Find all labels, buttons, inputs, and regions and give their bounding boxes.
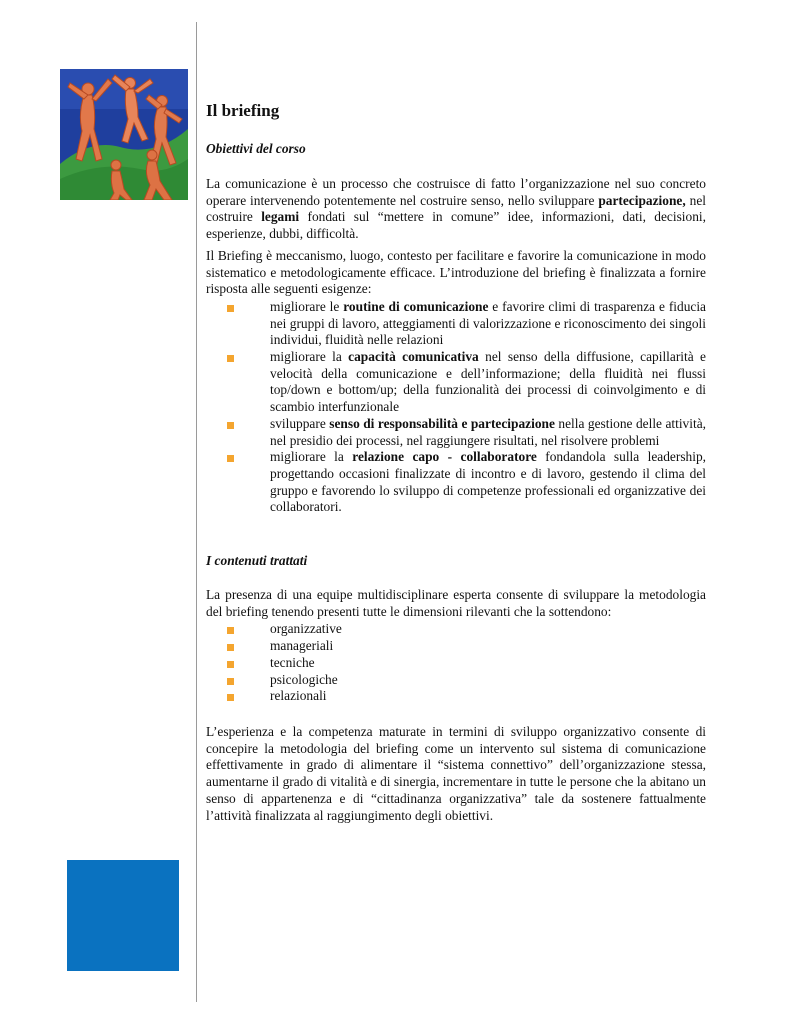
- bold-text: partecipazione,: [598, 192, 686, 208]
- text-run: La comunicazione è un processo che costruisce di fatto l’organizzazione nel suo concreto operare intervenendo potentemente nel costruire senso, nello sviluppare: [206, 176, 706, 208]
- text-run: sviluppare: [270, 415, 330, 431]
- bold-text: routine di comunicazione: [343, 298, 489, 314]
- bold-text: relazione capo - collaboratore: [352, 449, 537, 465]
- section-heading-contenuti: I contenuti trattati: [206, 553, 308, 569]
- objective-item: [206, 449, 706, 516]
- orange-square-bullet-icon: [227, 644, 234, 651]
- blue-accent-block: [67, 860, 179, 971]
- orange-square-bullet-icon: [227, 305, 234, 312]
- orange-square-bullet-icon: [227, 694, 234, 701]
- bold-text: legami: [261, 209, 300, 225]
- objectives-list: [206, 299, 706, 516]
- intro-paragraph: [206, 176, 706, 243]
- objective-item: [206, 416, 706, 449]
- text-run: nella gestione delle attività, nel presidio dei processi, nel raggiungere risultati, nel risolvere problemi: [270, 415, 706, 448]
- text-run: nel costruire: [206, 192, 706, 225]
- dimension-label: manageriali: [270, 638, 334, 654]
- vertical-rule: [196, 22, 197, 1002]
- contents-paragraph: La presenza di una equipe multidisciplinare esperta consente di sviluppare la metodologia del briefing tenendo presenti tutte le dimensioni rilevanti che la sottendono:: [206, 587, 706, 619]
- closing-paragraph: L’esperienza e la competenza maturate in termini di sviluppo organizzativo consente di concepire la metodologia del briefing come un intervento sul sistema di comunicazione effettivamente in grado di alimentare il “sistema connettivo” dell’organizzazione stessa, aumentarne il grado di vitalità e di sinergia, incrementare in tutte le persone che la abitano un senso di appartenenza e di “cittadinanza organizzativa” tale da sostenere fattualmente l’attività finalizzata al raggiungimento degli obiettivi.: [206, 723, 706, 823]
- dimension-item: [206, 688, 706, 705]
- dimension-label: organizzative: [270, 621, 342, 637]
- objective-item: [206, 349, 706, 416]
- dimensions-list: [206, 621, 706, 705]
- dimension-item: [206, 655, 706, 672]
- text-run: e favorire climi di trasparenza e fiducia nei gruppi di lavoro, atteggiamenti di valorizzazione e riconoscimento dei singoli individui, fluidità nelle relazioni: [270, 298, 706, 348]
- text-run: migliorare la: [270, 449, 353, 465]
- text-run: migliorare la: [270, 349, 349, 365]
- document-body: [206, 100, 706, 824]
- text-run: nel senso della diffusione, capillarità e velocità della comunicazione e dell’informazione; della fluidità nei flussi top/down e bottom/up; della funzionalità dei processi di coinvolgimento e di scambio interfunzionale: [270, 349, 706, 415]
- briefing-paragraph: Il Briefing è meccanismo, luogo, contesto per facilitare e favorire la comunicazione in modo sistematico e metodologicamente efficace. L’introduzione del briefing è finalizzata a fornire risposta alle seguenti esigenze:: [206, 247, 706, 297]
- text-run: fondandola sulla leadership, progettando occasioni finalizzate di incontro e di lavoro, gestendo il clima del gruppo e favorendo lo sviluppo di competenze professionali ed organizzative dei collaboratori.: [270, 449, 706, 515]
- orange-square-bullet-icon: [227, 678, 234, 685]
- bold-text: senso di responsabilità e partecipazione: [329, 415, 555, 431]
- orange-square-bullet-icon: [227, 455, 234, 462]
- orange-square-bullet-icon: [227, 661, 234, 668]
- dimension-item: [206, 672, 706, 689]
- dimension-item: [206, 621, 706, 638]
- page-title: Il briefing: [206, 101, 280, 120]
- dimension-label: tecniche: [270, 654, 315, 670]
- bold-text: capacità comunicativa: [348, 349, 479, 365]
- dancers-painting-image: [60, 69, 188, 200]
- orange-square-bullet-icon: [227, 627, 234, 634]
- objective-item: [206, 299, 706, 349]
- section-heading-obiettivi: Obiettivi del corso: [206, 141, 306, 156]
- dimension-item: [206, 638, 706, 655]
- orange-square-bullet-icon: [227, 355, 234, 362]
- text-run: migliorare le: [270, 298, 344, 314]
- text-run: fondati sul “mettere in comune” idee, informazioni, dati, decisioni, esperienze, dubbi, difficoltà.: [206, 209, 706, 242]
- dimension-label: psicologiche: [270, 671, 338, 687]
- dimension-label: relazionali: [270, 688, 327, 704]
- orange-square-bullet-icon: [227, 422, 234, 429]
